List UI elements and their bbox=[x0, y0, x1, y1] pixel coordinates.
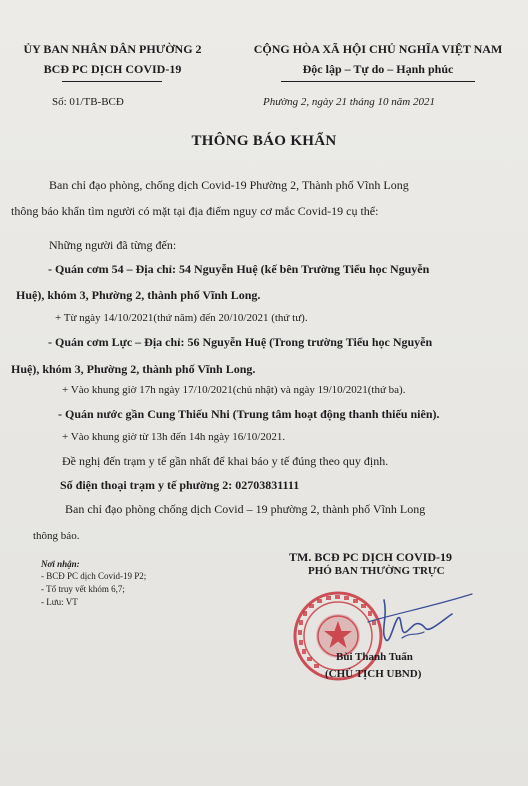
document-number: Số: 01/TB-BCĐ bbox=[52, 96, 124, 108]
national-title: CỘNG HÒA XÃ HỘI CHỦ NGHĨA VIỆT NAM bbox=[253, 42, 503, 56]
location-2-time: + Vào khung giờ 17h ngày 17/10/2021(chủ nhật) và ngày 19/10/2021(thứ ba). bbox=[62, 384, 406, 396]
document-title: THÔNG BÁO KHẨN bbox=[191, 133, 337, 149]
location-1-time: + Từ ngày 14/10/2021(thứ năm) đến 20/10/2021 (thứ tư). bbox=[55, 312, 308, 324]
closing-line-2: thông báo. bbox=[33, 530, 80, 542]
national-motto: Độc lập – Tự do – Hạnh phúc bbox=[302, 62, 454, 76]
header-left-rule bbox=[62, 81, 162, 82]
signature-role: PHÓ BAN THƯỜNG TRỰC bbox=[308, 565, 445, 577]
request-text: Đề nghị đến trạm y tế gần nhất để khai báo y tế đúng theo quy định. bbox=[62, 454, 389, 468]
location-3-line-1: - Quán nước gần Cung Thiếu Nhi (Trung tâm hoạt động thanh thiếu niên). bbox=[58, 407, 440, 421]
place-date: Phường 2, ngày 21 tháng 10 năm 2021 bbox=[263, 96, 435, 108]
location-3-time: + Vào khung giờ từ 13h đến 14h ngày 16/10/2021. bbox=[62, 431, 286, 443]
intro-line-1: Ban chỉ đạo phòng, chống dịch Covid-19 Phường 2, Thành phố Vĩnh Long bbox=[49, 178, 409, 192]
signer-name: Bùi Thanh Tuấn bbox=[336, 651, 413, 663]
recipient-item: - BCĐ PC dịch Covid-19 P2; bbox=[41, 571, 147, 581]
recipient-item: - Lưu: VT bbox=[41, 597, 78, 607]
signer-position: (CHỦ TỊCH UBND) bbox=[325, 668, 422, 680]
location-1-line-2: Huệ), khóm 3, Phường 2, thành phố Vĩnh Long. bbox=[16, 288, 261, 302]
recipients-heading: Nơi nhận: bbox=[41, 559, 80, 569]
location-2-line-2: Huệ), khóm 3, Phường 2, thành phố Vĩnh Long. bbox=[11, 362, 256, 376]
signature-authority: TM. BCĐ PC DỊCH COVID-19 bbox=[289, 550, 452, 564]
location-1-line-1: - Quán cơm 54 – Địa chỉ: 54 Nguyễn Huệ (kế bên Trường Tiểu học Nguyễn bbox=[48, 262, 430, 276]
location-2-line-1: - Quán cơm Lực – Địa chỉ: 56 Nguyễn Huệ (Trong trường Tiểu học Nguyễn bbox=[48, 335, 433, 349]
closing-line-1: Ban chỉ đạo phòng chống dịch Covid – 19 phường 2, thành phố Vĩnh Long bbox=[65, 502, 426, 516]
header-right-rule bbox=[281, 81, 475, 82]
issuer-name: ỦY BAN NHÂN DÂN PHƯỜNG 2 bbox=[23, 42, 202, 56]
issuer-subunit: BCĐ PC DỊCH COVID-19 bbox=[43, 62, 182, 76]
handwritten-signature-icon bbox=[354, 592, 474, 652]
intro-line-2: thông báo khẩn tìm người có mặt tại địa điểm nguy cơ mắc Covid-19 cụ thể: bbox=[11, 204, 379, 218]
health-station-phone: Số điện thoại trạm y tế phường 2: 02703831111 bbox=[60, 478, 300, 492]
recipient-item: - Tổ truy vết khóm 6,7; bbox=[41, 584, 125, 594]
visited-heading: Những người đã từng đến: bbox=[49, 238, 177, 252]
